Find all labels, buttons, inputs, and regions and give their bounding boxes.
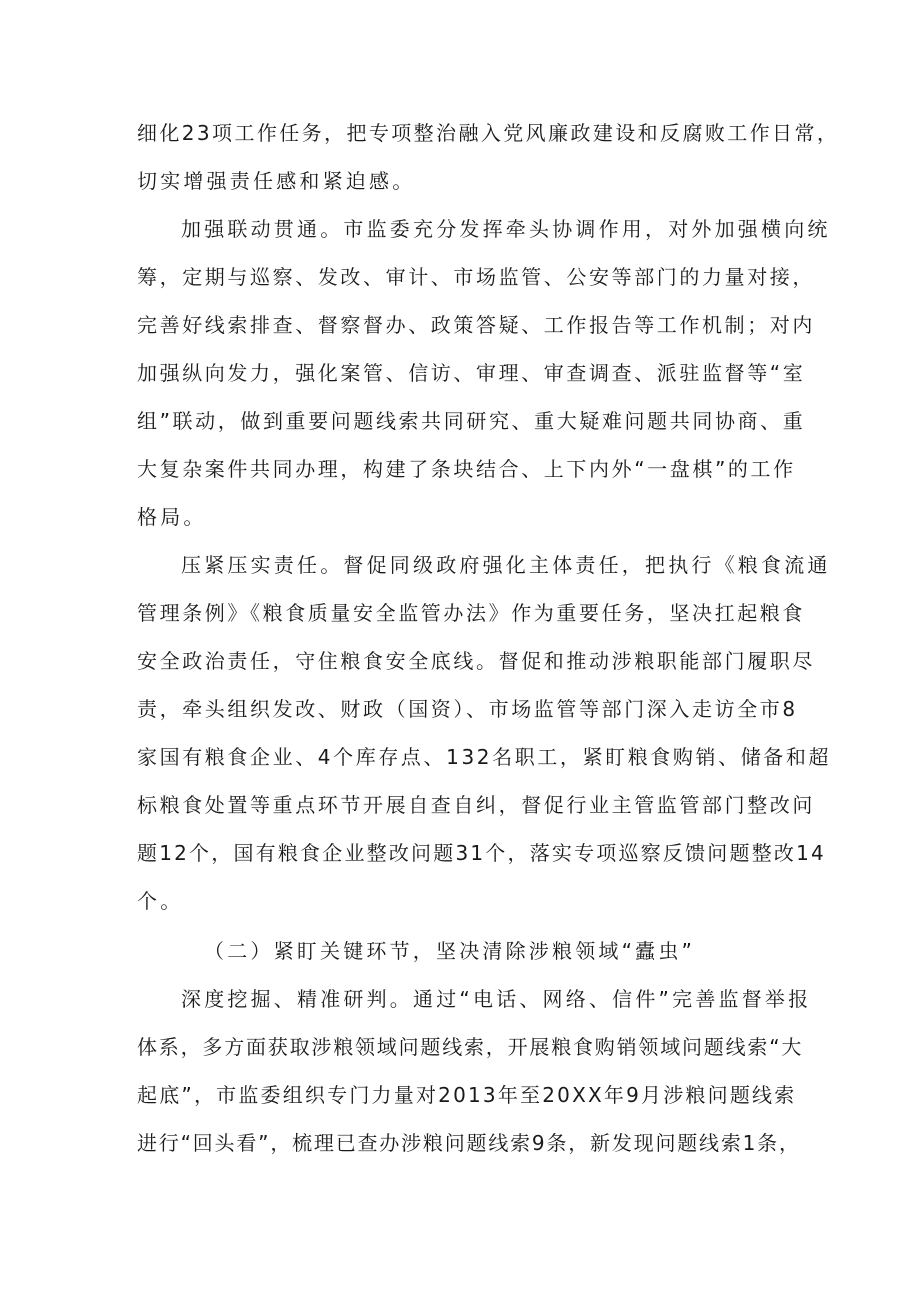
paragraph-line: 体系，多方面获取涉粮领域问题线索，开展粮食购销领域问题线索“大 <box>137 1035 804 1059</box>
paragraph-line: 责，牵头组织发改、财政（国资）、市场监管等部门深入走访全市8 <box>137 697 798 721</box>
paragraph-line: 安全政治责任，守住粮食安全底线。督促和推动涉粮职能部门履职尽 <box>137 649 815 673</box>
section-heading: （二）紧盯关键环节，坚决清除涉粮领域“蠹虫” <box>204 939 696 963</box>
paragraph-line: 压紧压实责任。督促同级政府强化主体责任，把执行《粮食流通 <box>181 553 831 577</box>
paragraph-line: 组”联动，做到重要问题线索共同研究、重大疑难问题共同协商、重 <box>137 409 806 433</box>
paragraph-line: 起底”，市监委组织专门力量对2013年至20XX年9月涉粮问题线索 <box>137 1083 797 1107</box>
paragraph-line: 管理条例》《粮食质量安全监管办法》作为重要任务，坚决扛起粮食 <box>137 601 805 625</box>
paragraph-line: 深度挖掘、精准研判。通过“电话、网络、信件”完善监督举报 <box>181 987 812 1011</box>
paragraph-line: 加强纵向发力，强化案管、信访、审理、审查调查、派驻监督等“室 <box>137 361 806 385</box>
paragraph-line: 进行“回头看”，梳理已查办涉粮问题线索9条，新发现问题线索1条， <box>137 1131 801 1155</box>
paragraph-line: 格局。 <box>137 505 207 529</box>
paragraph-line: 切实增强责任感和紧迫感。 <box>137 169 416 193</box>
paragraph-line: 细化23项工作任务，把专项整治融入党风廉政建设和反腐败工作日常， <box>137 121 840 145</box>
paragraph-line: 家国有粮食企业、4个库存点、132名职工，紧盯粮食购销、储备和超 <box>137 745 832 769</box>
paragraph-line: 筹，定期与巡察、发改、审计、市场监管、公安等部门的力量对接， <box>137 265 815 289</box>
paragraph-line: 大复杂案件共同办理，构建了条块结合、上下内外“一盘棋”的工作 <box>137 457 796 481</box>
paragraph-line: 个。 <box>137 889 184 913</box>
paragraph-line: 标粮食处置等重点环节开展自查自纠，督促行业主管监管部门整改问 <box>137 793 815 817</box>
paragraph-line: 加强联动贯通。市监委充分发挥牵头协调作用，对外加强横向统 <box>181 217 831 241</box>
paragraph-line: 完善好线索排查、督察督办、政策答疑、工作报告等工作机制；对内 <box>137 313 815 337</box>
paragraph-line: 题12个，国有粮食企业整改问题31个，落实专项巡察反馈问题整改14 <box>137 841 826 865</box>
